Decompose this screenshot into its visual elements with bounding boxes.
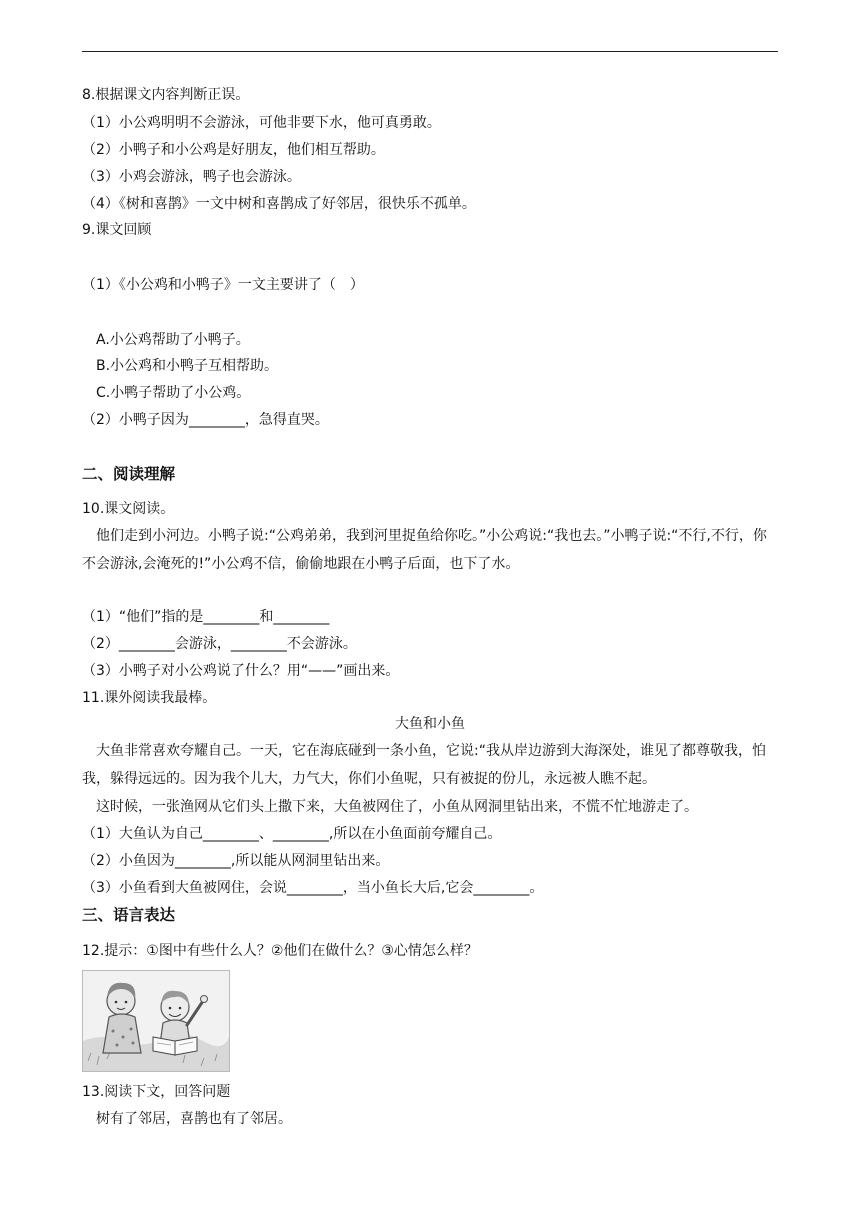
- q10-item-1: （1）“他们”指的是________和________: [82, 609, 330, 625]
- q8-title: 8.根据课文内容判断正误。: [82, 87, 250, 103]
- q9-title: 9.课文回顾: [82, 222, 152, 238]
- q11-story-title: 大鱼和小鱼: [395, 716, 465, 732]
- q11-title: 11.课外阅读我最棒。: [82, 690, 217, 706]
- q11-paragraph-2: 这时候，一张渔网从它们头上撒下来，大鱼被网住了，小鱼从网洞里钻出来，不慌不忙地游走了。: [96, 799, 698, 815]
- q10-item-2: （2）________会游泳，________不会游泳。: [82, 636, 357, 652]
- q11-paragraph-1: 大鱼非常喜欢夸耀自己。一天，它在海底碰到一条小鱼，它说:“我从岸边游到大海深处，谁见了都尊敬我，怕我，躲得远远的。因为我个儿大，力气大，你们小鱼呢，只有被捉的份儿，永远被人瞧不起。: [82, 743, 766, 787]
- section-heading-reading: 二、阅读理解: [82, 465, 176, 483]
- q9-option-c: C.小鸭子帮助了小公鸡。: [96, 385, 251, 401]
- section-heading-expression: 三、语言表达: [82, 906, 176, 924]
- q9-option-a: A.小公鸡帮助了小鸭子。: [96, 332, 250, 348]
- q11-item-3: （3）小鱼看到大鱼被网住，会说________，当小鱼长大后,它会________。: [82, 880, 544, 896]
- q9-sub2: （2）小鸭子因为________，急得直哭。: [82, 412, 329, 428]
- q10-item-3: （3）小鸭子对小公鸡说了什么？用“——”画出来。: [82, 663, 400, 679]
- q12-title: 12.提示：①图中有些什么人？②他们在做什么？③心情怎么样？: [82, 943, 478, 959]
- q9-sub1: （1）《小公鸡和小鸭子》一文主要讲了（ ）: [82, 277, 364, 293]
- q8-item-4: （4）《树和喜鹊》一文中树和喜鹊成了好邻居，很快乐不孤单。: [82, 196, 476, 212]
- q11-item-2: （2）小鱼因为________,所以能从网洞里钻出来。: [82, 853, 390, 869]
- header-rule: [82, 51, 778, 52]
- q8-item-3: （3）小鸡会游泳，鸭子也会游泳。: [82, 169, 301, 185]
- q9-option-b: B.小公鸡和小鸭子互相帮助。: [96, 358, 279, 374]
- q8-item-1: （1）小公鸡明明不会游泳，可他非要下水，他可真勇敢。: [82, 115, 441, 131]
- q13-line: 树有了邻居，喜鹊也有了邻居。: [96, 1111, 292, 1127]
- children-reading-illustration: [82, 970, 230, 1072]
- q8-item-2: （2）小鸭子和小公鸡是好朋友，他们相互帮助。: [82, 142, 385, 158]
- q11-item-1: （1）大鱼认为自己________、________,所以在小鱼面前夸耀自己。: [82, 826, 502, 842]
- q13-title: 13.阅读下文，回答问题: [82, 1084, 231, 1100]
- q10-title: 10.课文阅读。: [82, 501, 175, 517]
- q10-passage: 他们走到小河边。小鸭子说:“公鸡弟弟，我到河里捉鱼给你吃。”小公鸡说:“我也去。”小鸭子说:“不行,不行，你不会游泳,会淹死的!”小公鸡不信，偷偷地跟在小鸭子后面，也下了水。: [82, 528, 767, 572]
